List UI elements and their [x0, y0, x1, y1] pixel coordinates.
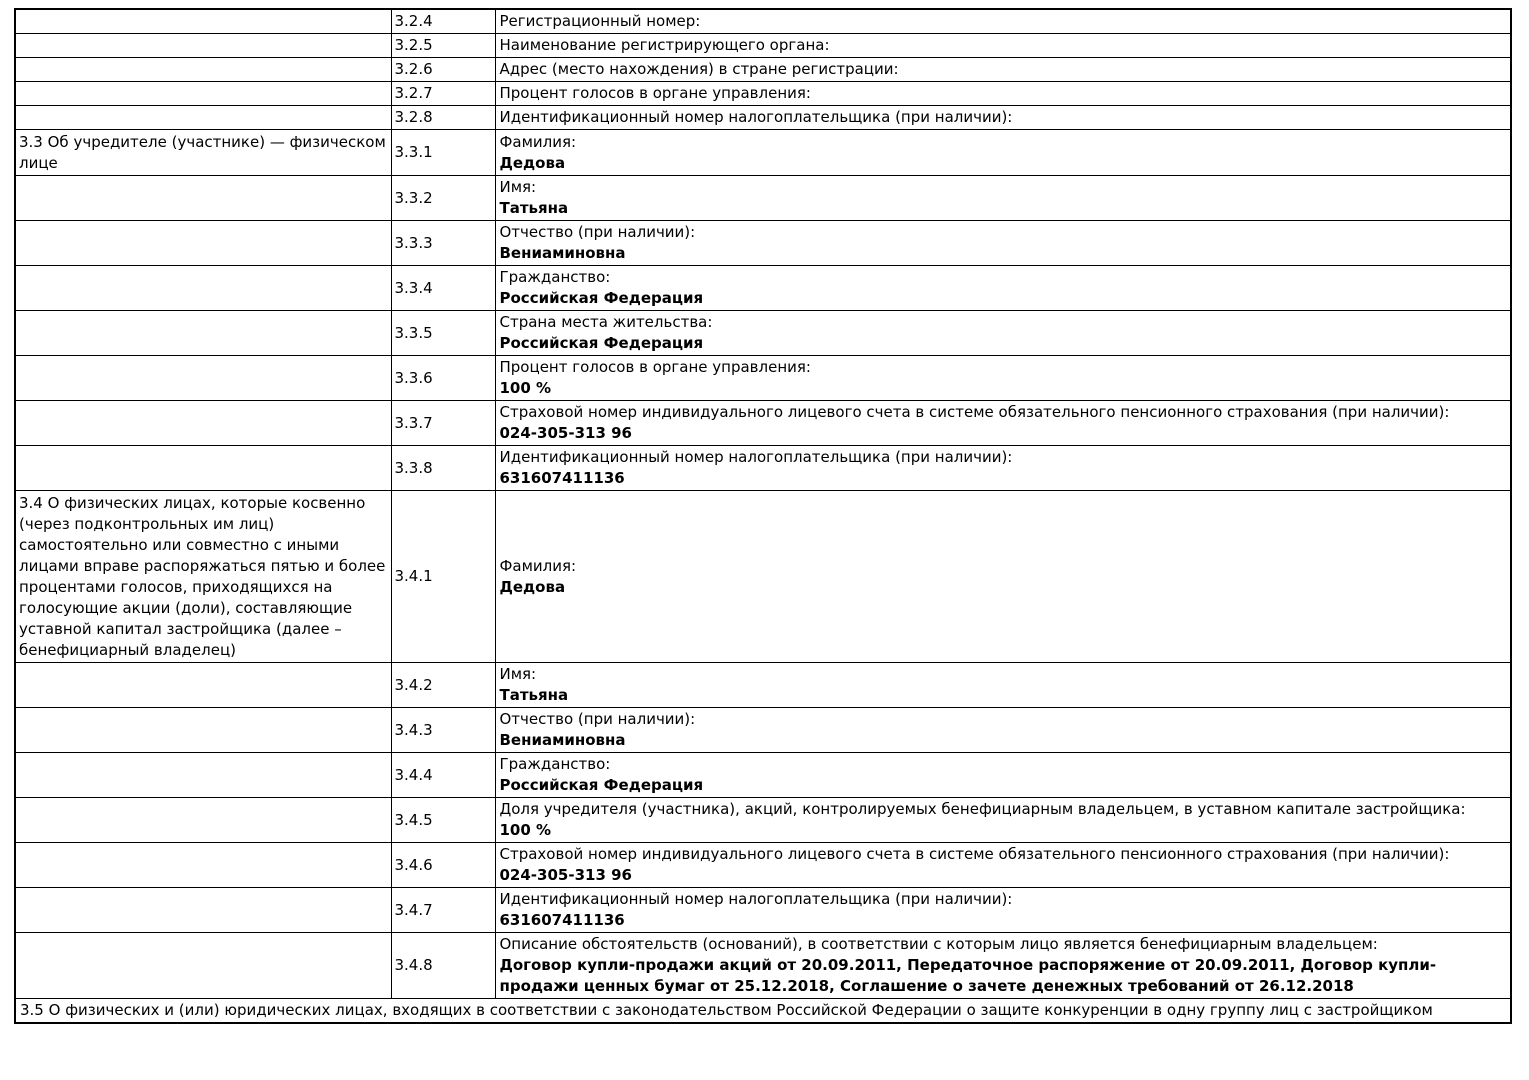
field-label: Гражданство:: [499, 755, 611, 773]
item-number: 3.4.7: [391, 888, 495, 933]
table-row: [15, 356, 1511, 401]
item-number: 3.4.5: [391, 798, 495, 843]
field-value: 631607411136: [499, 911, 625, 929]
declaration-table-body: [15, 9, 1511, 999]
item-number: 3.3.1: [391, 130, 495, 176]
item-number: 3.4.6: [391, 843, 495, 888]
table-row: [15, 221, 1511, 266]
content-cell: [495, 356, 1511, 401]
field-value: Договор купли-продажи акций от 20.09.2011, Передаточное распоряжение от 20.09.2011, Договор купли-продажи ценных бумаг от 25.12.2018, Соглашение о зачете денежных требований от 26.12.2018: [499, 956, 1437, 995]
section-cell: [15, 176, 391, 221]
content-cell: [495, 34, 1511, 58]
content-cell: [495, 311, 1511, 356]
item-number: 3.3.5: [391, 311, 495, 356]
table-row: [15, 266, 1511, 311]
table-row: [15, 446, 1511, 491]
field-value: 100 %: [499, 379, 552, 397]
item-number: 3.4.2: [391, 663, 495, 708]
section-cell: [15, 663, 391, 708]
field-label: Наименование регистрирующего органа:: [499, 36, 830, 54]
item-number: 3.2.4: [391, 9, 495, 34]
content-cell: [495, 708, 1511, 753]
table-row: [15, 58, 1511, 82]
item-number: 3.3.4: [391, 266, 495, 311]
field-label: Страховой номер индивидуального лицевого счета в системе обязательного пенсионного страхования (при наличии):: [499, 403, 1450, 421]
table-row: [15, 34, 1511, 58]
section-cell: [15, 933, 391, 999]
section-cell: 3.4 О физических лицах, которые косвенно (через подконтрольных им лиц) самостоятельно или совместно с иными лицами вправе распоряжаться пятью и более процентами голосов, приходящихся на голосующие акции (доли), составляющие уставной капитал застройщика (далее – бенефициарный владелец): [15, 491, 391, 663]
item-number: 3.3.2: [391, 176, 495, 221]
field-label: Имя:: [499, 178, 537, 196]
footer-row: [15, 999, 1511, 1024]
content-cell: [495, 9, 1511, 34]
content-cell: [495, 401, 1511, 446]
table-row: [15, 311, 1511, 356]
item-number: 3.3.6: [391, 356, 495, 401]
field-label: Страховой номер индивидуального лицевого счета в системе обязательного пенсионного страхования (при наличии):: [499, 845, 1450, 863]
section-cell: [15, 888, 391, 933]
field-value: Российская Федерация: [499, 776, 704, 794]
item-number: 3.2.6: [391, 58, 495, 82]
table-row: [15, 401, 1511, 446]
section-cell: [15, 221, 391, 266]
field-value: 100 %: [499, 821, 552, 839]
content-cell: [495, 130, 1511, 176]
field-label: Процент голосов в органе управления:: [499, 358, 811, 376]
content-cell: [495, 843, 1511, 888]
item-number: 3.2.5: [391, 34, 495, 58]
content-cell: [495, 888, 1511, 933]
item-number: 3.3.7: [391, 401, 495, 446]
section-cell: [15, 82, 391, 106]
content-cell: [495, 663, 1511, 708]
section-cell: 3.3 Об учредителе (участнике) — физическом лице: [15, 130, 391, 176]
table-row: [15, 663, 1511, 708]
field-value: Дедова: [499, 577, 566, 596]
section-cell: [15, 446, 391, 491]
field-label: Отчество (при наличии):: [499, 223, 696, 241]
table-row: [15, 753, 1511, 798]
table-row: [15, 9, 1511, 34]
field-label: Идентификационный номер налогоплательщика (при наличии):: [499, 108, 1013, 126]
field-label: Регистрационный номер:: [499, 12, 701, 30]
section-cell: [15, 708, 391, 753]
table-row: [15, 130, 1511, 176]
section-cell: [15, 356, 391, 401]
table-row: [15, 798, 1511, 843]
table-row: [15, 843, 1511, 888]
item-number: 3.3.8: [391, 446, 495, 491]
table-row: [15, 708, 1511, 753]
section-cell: [15, 34, 391, 58]
field-label: Отчество (при наличии):: [499, 710, 696, 728]
table-row: [15, 491, 1511, 663]
declaration-table-footer: [15, 999, 1511, 1024]
section-cell: [15, 266, 391, 311]
item-number: 3.4.1: [391, 491, 495, 663]
field-value: 024-305-313 96: [499, 866, 632, 884]
field-label: Фамилия:: [499, 556, 577, 575]
field-value: Татьяна: [499, 686, 569, 704]
field-value: Российская Федерация: [499, 334, 704, 352]
content-cell: [495, 82, 1511, 106]
field-label: Гражданство:: [499, 268, 611, 286]
field-value: Вениаминовна: [499, 731, 626, 749]
section-cell: [15, 106, 391, 130]
table-row: [15, 82, 1511, 106]
item-number: 3.3.3: [391, 221, 495, 266]
field-label: Описание обстоятельств (оснований), в соответствии с которым лицо является бенефициарным владельцем:: [499, 935, 1378, 953]
table-row: [15, 888, 1511, 933]
item-number: 3.4.8: [391, 933, 495, 999]
field-value: 631607411136: [499, 469, 625, 487]
content-cell: [495, 491, 1511, 663]
section-cell: [15, 311, 391, 356]
field-value: Российская Федерация: [499, 289, 704, 307]
field-label: Имя:: [499, 665, 537, 683]
field-label: Идентификационный номер налогоплательщика (при наличии):: [499, 448, 1013, 466]
field-value: Татьяна: [499, 199, 569, 217]
content-cell: [495, 221, 1511, 266]
item-number: 3.2.7: [391, 82, 495, 106]
table-row: [15, 106, 1511, 130]
field-label: Процент голосов в органе управления:: [499, 84, 811, 102]
field-value: Дедова: [499, 153, 566, 172]
item-number: 3.4.3: [391, 708, 495, 753]
field-label: Страна места жительства:: [499, 313, 713, 331]
table-row: [15, 176, 1511, 221]
declaration-table: [14, 8, 1512, 1024]
item-number: 3.2.8: [391, 106, 495, 130]
field-value: Вениаминовна: [499, 244, 626, 262]
section-cell: [15, 753, 391, 798]
content-cell: [495, 58, 1511, 82]
table-row: [15, 933, 1511, 999]
field-label: Фамилия:: [499, 132, 577, 151]
content-cell: [495, 933, 1511, 999]
content-cell: [495, 106, 1511, 130]
footer-text: 3.5 О физических и (или) юридических лицах, входящих в соответствии с законодательством Российской Федерации о защите конкуренции в одну группу лиц с застройщиком: [15, 999, 1511, 1024]
section-cell: [15, 58, 391, 82]
section-cell: [15, 9, 391, 34]
field-label: Идентификационный номер налогоплательщика (при наличии):: [499, 890, 1013, 908]
field-label: Доля учредителя (участника), акций, контролируемых бенефициарным владельцем, в уставном капитале застройщика:: [499, 800, 1466, 818]
content-cell: [495, 446, 1511, 491]
section-cell: [15, 401, 391, 446]
section-cell: [15, 843, 391, 888]
content-cell: [495, 266, 1511, 311]
field-label: Адрес (место нахождения) в стране регистрации:: [499, 60, 899, 78]
field-value: 024-305-313 96: [499, 424, 632, 442]
item-number: 3.4.4: [391, 753, 495, 798]
content-cell: [495, 753, 1511, 798]
content-cell: [495, 798, 1511, 843]
content-cell: [495, 176, 1511, 221]
section-cell: [15, 798, 391, 843]
